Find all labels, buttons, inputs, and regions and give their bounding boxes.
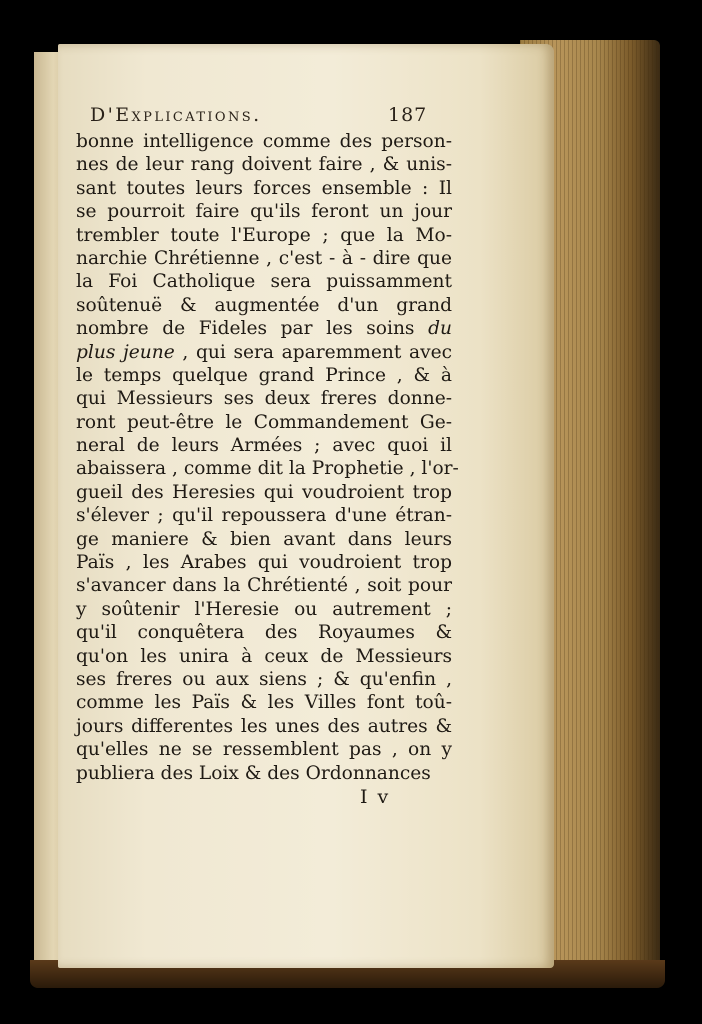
running-head [0,104,702,128]
text-line: s'élever ; qu'il repoussera d'une étran- [76,505,452,527]
running-title: D'Explications. [90,104,262,126]
text-line: Païs , les Arabes qui voudroient trop [76,552,452,574]
signature-mark: I v [360,786,391,808]
text-line: ge maniere & bien avant dans leurs [76,528,452,550]
text-line: qu'il conquêtera des Royaumes & [76,622,452,644]
text-line: qu'on les unira à ceux de Messieurs [76,645,452,667]
text-line-start: nombre de Fideles par les soins [76,318,415,340]
text-line: y soûtenir l'Heresie ou autrement ; [76,598,452,620]
text-line: le temps quelque grand Prince , & à [76,364,452,386]
text-line: trembler toute l'Europe ; que la Mo- [76,224,452,246]
text-line [76,317,452,340]
text-line: la Foi Catholique sera puissamment [76,271,452,293]
text-line: neral de leurs Armées ; avec quoi il [76,435,452,457]
text-line: comme les Païs & les Villes font toû- [76,692,452,714]
text-line: publiera des Loix & des Ordonnances [76,762,431,784]
text-line: s'avancer dans la Chrétienté , soit pour [76,575,452,597]
text-line: nes de leur rang doivent faire , & unis- [76,154,452,176]
text-line: se pourroit faire qu'ils feront un jour [76,201,452,223]
text-line: qui Messieurs ses deux freres donne- [76,388,452,410]
text-line: soûtenuë & augmentée d'un grand [76,294,452,316]
italic-word: du [428,318,452,340]
page-number: 187 [388,104,428,126]
text-line: abaissera , comme dit la Prophetie , l'or- [76,458,459,480]
italic-phrase: plus jeune [76,341,175,363]
text-line: narchie Chrétienne , c'est - à - dire que [76,247,452,269]
text-line: jours differentes les unes des autres & [76,715,452,737]
text-line: bonne intelligence comme des person- [76,131,452,152]
text-line: gueil des Heresies qui voudroient trop [76,481,452,503]
body-text [76,130,459,785]
text-line [76,341,452,364]
text-line-rest: , qui sera aparemment avec [182,341,452,363]
text-line: ses freres ou aux siens ; & qu'enfin , [76,668,452,690]
text-line: sant toutes leurs forces ensemble : Il [76,177,452,199]
text-line: qu'elles ne se ressemblent pas , on y [76,739,452,761]
text-line: ront peut-être le Commandement Ge- [76,411,452,433]
